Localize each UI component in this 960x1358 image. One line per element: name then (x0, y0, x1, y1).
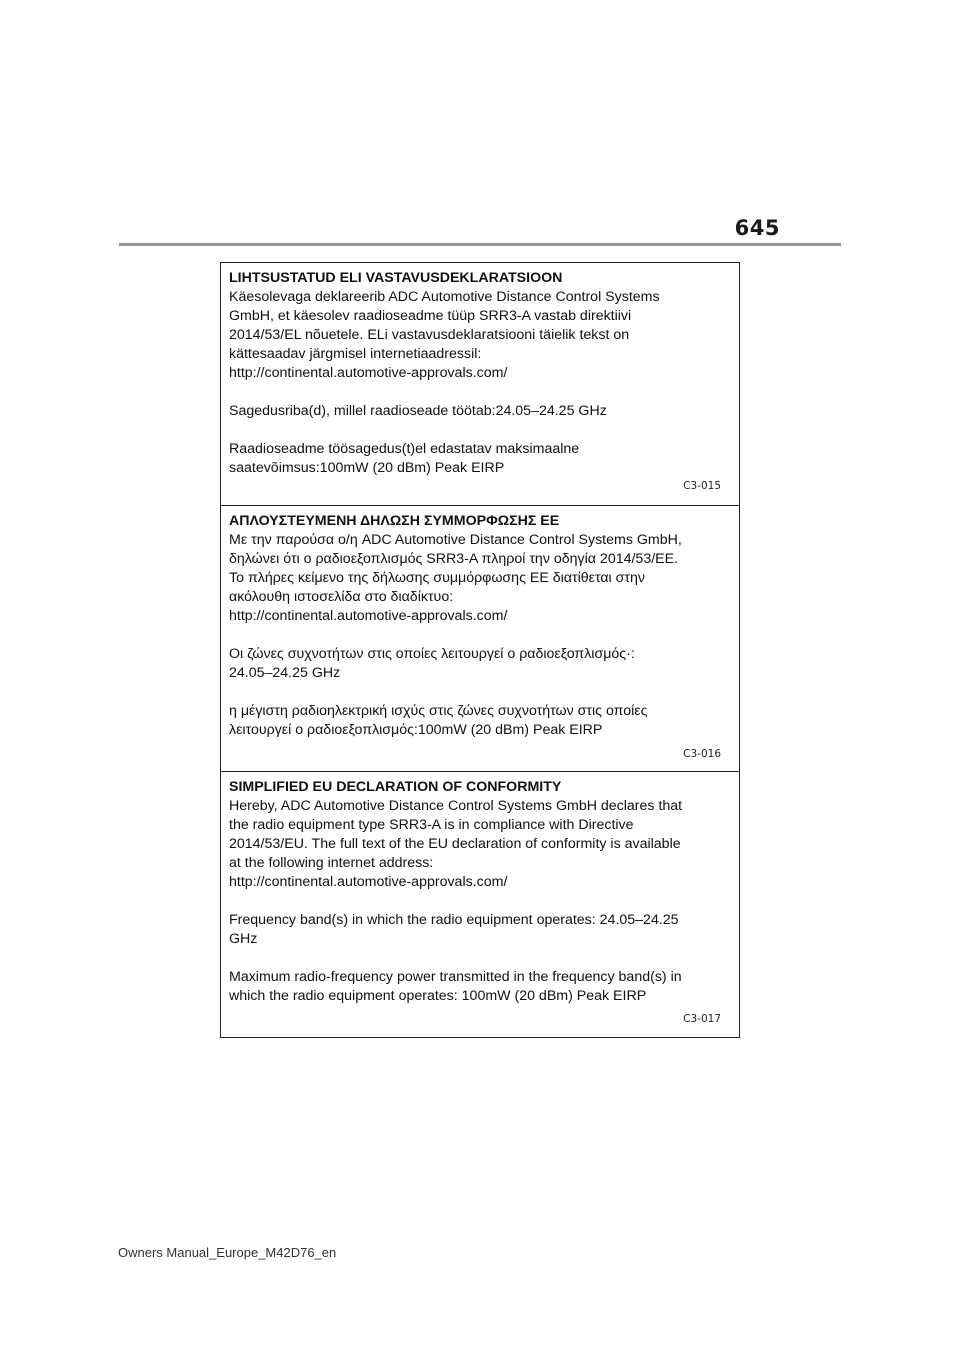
section-code: C3-017 (683, 1013, 721, 1025)
section-title: SIMPLIFIED EU DECLARATION OF CONFORMITY (229, 779, 562, 795)
section-paragraph: Frequency band(s) in which the radio equipment operates: 24.05–24.25 GHz (229, 912, 679, 947)
declaration-section-english (221, 772, 739, 1037)
section-title: ΑΠΛΟΥΣΤΕΥΜΕΝΗ ΔΗΛΩΣΗ ΣΥΜΜΟΡΦΩΣΗΣ ΕΕ (229, 513, 560, 529)
footer-text: Owners Manual_Europe_M42D76_en (118, 1245, 337, 1260)
section-paragraph: Hereby, ADC Automotive Distance Control Systems GmbH declares that the radio equipment type SRR3-A is in compliance with Directive 2014/53/EU. The full text of the EU declaration of conformity is available at the following internet address: http://continental.automotive-approvals.com/ (229, 798, 683, 890)
declaration-box (220, 262, 740, 1038)
section-paragraph: η μέγιστη ραδιοηλεκτρική ισχύς στις ζώνες συχνοτήτων στις οποίες λειτουργεί ο ραδιοεξοπλισμός:100mW (20 dBm) Peak EIRP (229, 703, 648, 738)
declaration-section-estonian (221, 263, 739, 506)
section-paragraph: Käesolevaga deklareerib ADC Automotive Distance Control Systems GmbH, et käesolev raadioseadme tüüp SRR3-A vastab direktiivi 2014/53/EL nõuetele. ELi vastavusdeklaratsiooni täielik tekst on kättesaadav järgmisel internetiaadressil: http://continental.automotive-approvals.com/ (229, 289, 660, 381)
section-paragraph: Οι ζώνες συχνοτήτων στις οποίες λειτουργεί ο ραδιοεξοπλισμός·: 24.05–24.25 GHz (229, 646, 635, 681)
section-paragraph: Sagedusriba(d), millel raadioseade töötab:24.05–24.25 GHz (229, 403, 607, 419)
section-title: LIHTSUSTATUD ELI VASTAVUSDEKLARATSIOON (229, 270, 563, 286)
section-paragraph: Με την παρούσα ο/η ADC Automotive Distance Control Systems GmbH, δηλώνει ότι ο ραδιοεξοπλισμός SRR3-A πληροί την οδηγία 2014/53/ΕΕ. Το πλήρες κείμενο της δήλωσης συμμόρφωσης ΕΕ διατίθεται στην ακόλουθη ιστοσελίδα στο διαδίκτυο: http://continental.automotive-approvals.com/ (229, 532, 682, 624)
section-code: C3-015 (683, 480, 721, 492)
header-rule (119, 243, 841, 246)
section-paragraph: Raadioseadme töösagedus(t)el edastatav maksimaalne saatevõimsus:100mW (20 dBm) Peak EIRP (229, 441, 580, 476)
section-code: C3-016 (683, 748, 721, 760)
section-paragraph: Maximum radio-frequency power transmitted in the frequency band(s) in which the radio equipment operates: 100mW (20 dBm) Peak EIRP (229, 969, 682, 1004)
declaration-section-greek (221, 506, 739, 772)
page-number: 645 (734, 216, 780, 240)
